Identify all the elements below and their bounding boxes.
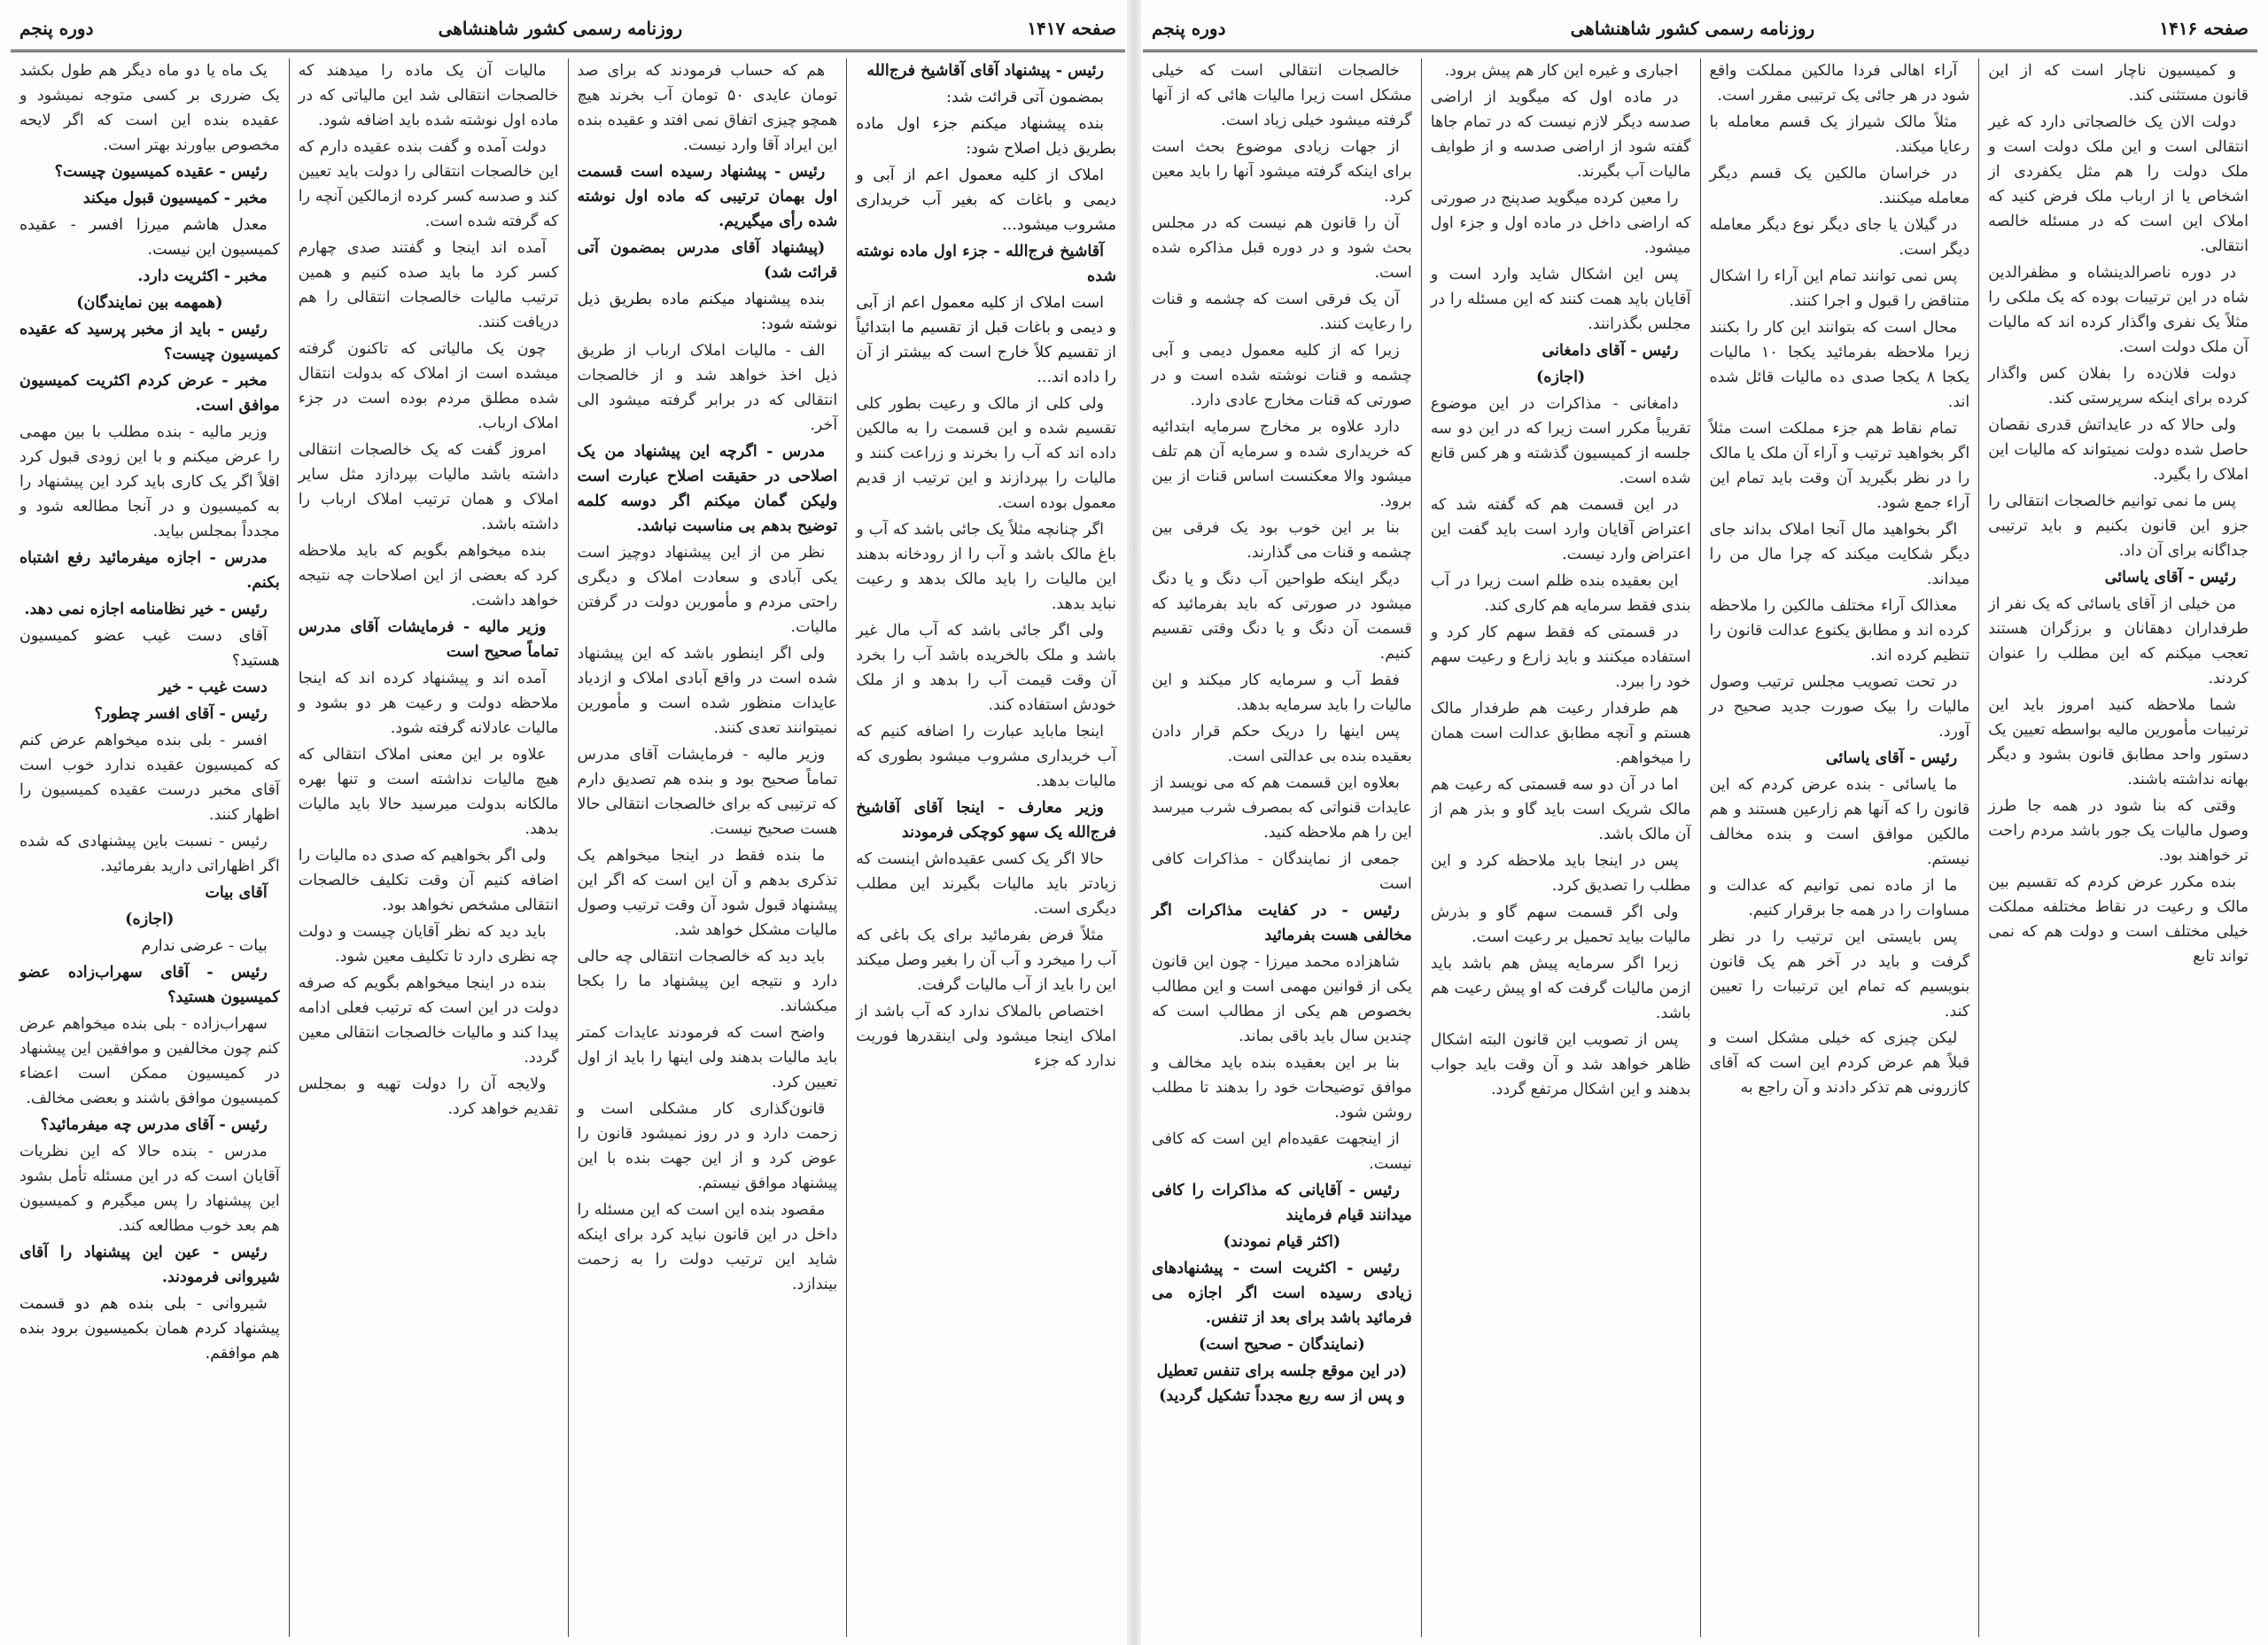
- right-page: [1143, 9, 2257, 1637]
- paragraph: را معین کرده میگوید صدپنج در صورتی که اراضی داخل در ماده اول و جزء اول میشود.: [1430, 190, 1691, 257]
- speaker-line: آقای بیات: [205, 884, 268, 902]
- paragraph: اجباری و غیره این کار هم پیش برود.: [1444, 62, 1679, 80]
- paragraph: اما در آن دو سه قسمتی که رعیت هم مالک شریک است باید گاو و بذر هم از آن مالک باشد.: [1430, 776, 1691, 843]
- paragraph: شما ملاحظه کنید امروز باید این ترتیبات مأمورین مالیه بواسطه تعیین یک دستور واحد مطابق قانون بشود و دیگر بهانه نداشته باشند.: [1988, 696, 2249, 788]
- left-edition: دوره پنجم: [19, 18, 94, 39]
- paragraph: مالیات آن یک ماده را میدهند که خالصجات انتقالی شد این مالیاتی که در ماده اول نوشته شده باید اضافه شود.: [298, 62, 559, 129]
- paragraph: وزیر مالیه - بنده مطلب با بین مهمی را عرض میکنم و با این زودی قبول کرد اقلاً اگر یک کاری باید کرد این پیشنهاد را به کمیسیون و در آنجا مطالعه شود و مجدداً بمجلس بیاید.: [19, 423, 280, 540]
- paragraph: است املاک از کلیه معمول اعم از آبی و دیمی و باغات قبل از تقسیم ما ابتدائیاً از تقسیم کلاً خارج است که بیشتر از آن را داده اند...: [856, 294, 1116, 386]
- paragraph: از جهات زیادی موضوع بحث است برای اینکه گرفته میشود آنها را باید معین کرد.: [1152, 138, 1412, 206]
- paragraph: مثلاً فرض بفرمائید برای یک باغی که آب را میخرد و آب آن را بغیر وصل میکند این را باید از آب مالیات گرفت.: [856, 927, 1116, 994]
- left-page: [11, 9, 1125, 1637]
- speaker-line: وزیر معارف - اینجا آقای آقاشیخ فرج‌الله یک سهو کوچکی فرمودند: [856, 799, 1116, 842]
- paragraph: وزیر مالیه - فرمایشات آقای مدرس تماماً صحیح بود و بنده هم تصدیق دارم که ترتیبی که برای خالصجات انتقالی حالا هست صحیح نیست.: [577, 746, 838, 838]
- paragraph: ولایجه آن را دولت تهیه و بمجلس تقدیم خواهد کرد.: [298, 1075, 559, 1118]
- paragraph: اینجا ماباید عبارت را اضافه کنیم که آب خریداری مشروب میشود بطوری که مالیات بدهد.: [856, 723, 1116, 790]
- right-column-3: [1422, 58, 1701, 1637]
- paragraph: اگر بخواهید مال آنجا املاک بداند جای دیگر شکایت میکند که چرا مال من را میداند.: [1709, 521, 1970, 588]
- paragraph: محال است که بتوانند این کار را بکنند زیرا ملاحظه بفرمائید یکجا ۱۰ مالیات یکجا ۸ یکجا صدی ده مالیات قائل شده اند.: [1709, 319, 1970, 411]
- paragraph: هم که حساب فرمودند که برای صد تومان عایدی ۵۰ تومان آب بخرند هیچ همچو چیزی اتفاق نمی افتد و عقیده بنده این ایراد آقا وارد نیست.: [577, 62, 838, 154]
- paragraph: مقصود بنده این است که این مسئله را داخل در این قانون نباید کرد برای اینکه شاید این ترتیب دولت را به زحمت بیندازد.: [577, 1201, 838, 1293]
- paragraph: در ماده اول که میگوید از اراضی صدسه دیگر لازم نیست که در تمام جاها گفته شود از اراضی صدسه و از طوایف مالیات آب بگیرند.: [1430, 89, 1691, 181]
- paragraph: ولی اگر اینطور باشد که این پیشنهاد شده است در واقع آبادی املاک و ازدیاد عایدات منظور شده است و مأمورین نمیتوانند تعدی کنند.: [577, 645, 838, 737]
- paragraph: مثلاً مالک شیراز یک قسم معامله با رعایا میکند.: [1709, 113, 1970, 156]
- left-columns: [11, 58, 1125, 1637]
- speaker-line: آقاشیخ فرج‌الله - جزء اول ماده نوشته شده: [856, 243, 1116, 285]
- left-gazette-title: روزنامه رسمی کشور شاهنشاهی: [438, 18, 683, 39]
- paragraph: قانون‌گذاری کار مشکلی است و زحمت دارد و در روز نمیشود قانون را عوض کرد و از این جهت بنده با این پیشنهاد موافق نیستم.: [577, 1100, 838, 1192]
- speaker-line: رئیس - در کفایت مذاکرات اگر مخالفی هست بفرمائید: [1152, 902, 1412, 944]
- paragraph: شاهزاده محمد میرزا - چون این قانون یکی از قوانین مهمی است و این مطالب بخصوص هم یکی از مطالب است که چندین سال باید باقی بماند.: [1152, 953, 1412, 1045]
- paragraph: ما بنده فقط در اینجا میخواهم یک تذکری بدهم و آن این است که اگر این پیشنهاد قبول شود آن وقت ترتیب وصول مالیات مشکل خواهد شد.: [577, 847, 838, 939]
- paragraph: دیگر اینکه طواحین آب دنگ و یا دنگ میشود در صورتی که باید بفرمائید که قسمت آن دنگ و یا دنگ وقتی تقسیم کنیم.: [1152, 570, 1412, 663]
- paragraph: پس اینها را دریک حکم قرار دادن بعقیده بنده بی عدالتی است.: [1152, 723, 1412, 765]
- paragraph: پس نمی توانند تمام این آراء را اشکال متناقض را قبول و اجرا کنند.: [1709, 268, 1970, 310]
- left-header-rule: [11, 50, 1125, 52]
- speaker-line: رئیس - آقایانی که مذاکرات را کافی میدانند قیام فرمایند: [1152, 1182, 1412, 1224]
- speaker-line: وزیر مالیه - فرمایشات آقای مدرس تماماً صحیح است: [298, 618, 559, 661]
- paragraph: اختصاص بالملاک ندارد که آب باشد از املاک اینجا میشود ولی اینقدرها فوریت ندارد که جزء: [856, 1003, 1116, 1070]
- paragraph: دولت فلان‌ده را بفلان کس واگذار کرده برای اینکه سرپرستی کند.: [1988, 365, 2249, 407]
- speaker-line: رئیس - آقای یاسائی: [1825, 749, 1958, 767]
- paragraph: هم طرفدار رعیت هم طرفدار مالک هستم و آنچه مطابق عدالت است همان را میخواهم.: [1430, 700, 1691, 767]
- paragraph: نظر من از این پیشنهاد دوچیز است یکی آبادی و سعادت املاک و دیگری راحتی مردم و مأمورین دولت در گرفتن مالیات.: [577, 544, 838, 636]
- paragraph: آمده اند و پیشنهاد کرده اند که اینجا ملاحظه دولت و رعیت هر دو بشود و مالیات عادلانه گرفته شود.: [298, 670, 559, 737]
- speaker-line: مخبر - کمیسیون قبول میکند: [82, 190, 268, 207]
- paragraph: بنده پیشنهاد میکنم جزء اول ماده بطریق ذیل اصلاح شود:: [856, 115, 1116, 158]
- speaker-line: رئیس - آقای افسر چطور؟: [94, 705, 268, 723]
- parenthetical-note: (در این موقع جلسه برای تنفس تعطیل و پس از سه ربع مجدداً تشکیل گردید): [1156, 1362, 1408, 1405]
- paragraph: باید دید که نظر آقایان چیست و دولت چه نظری دارد تا تکلیف معین شود.: [298, 923, 559, 966]
- paragraph: پس ما نمی توانیم خالصجات انتقالی را جزو این قانون بکنیم و باید ترتیبی جداگانه برای آن داد.: [1988, 493, 2249, 560]
- paragraph: زیرا اگر سرمایه پیش هم باشد باید ازمن مالیات گرفت که او پیش رعیت هم باشد.: [1430, 955, 1691, 1022]
- paragraph: آقای دست غیب عضو کمیسیون هستید؟: [19, 627, 280, 670]
- speaker-line: (پیشنهاد آقای مدرس بمضمون آتی قرائت شد): [577, 239, 838, 282]
- speaker-line: مخبر - عرض کردم اکثریت کمیسیون موافق است.: [19, 372, 280, 415]
- paragraph: در تحت تصویب مجلس ترتیب وصول مالیات را بیک صورت جدید صحیح در آورد.: [1709, 673, 1970, 741]
- right-header-rule: [1143, 50, 2257, 52]
- paragraph: واضح است که فرمودند عایدات کمتر باید مالیات بدهند ولی اینها را باید از اول تعیین کرد.: [577, 1024, 838, 1091]
- paragraph: و کمیسیون ناچار است که از این قانون مستثنی کند.: [1988, 62, 2249, 105]
- paragraph: ولی اگر جائی باشد که آب مال غیر باشد و ملک بالخریده باشد آب را بخرد آن وقت قیمت آب را بدهد و از ملک خودش استفاده کند.: [856, 622, 1116, 714]
- paragraph: اگر چنانچه مثلاً یک جائی باشد که آب و باغ مالک باشد و آب را از رودخانه بدهند این مالیات را باید مالک بدهد و رعیت نباید بدهد.: [856, 521, 1116, 613]
- paragraph: آراء اهالی فردا مالکین مملکت واقع شود در هر جائی یک ترتیبی مقرر است.: [1709, 62, 1970, 105]
- paragraph: دولت الان یک خالصجاتی دارد که غیر انتقالی است و این ملک دولت است و ملک دولت را هم مثل یکفردی از اشخاص یا از ارباب ملک فرض کنید که املاک این است که در مسئله خالصه انتقالی.: [1988, 113, 2249, 255]
- paragraph: ولی اگر بخواهیم که صدی ده مالیات را اضافه کنیم آن وقت تکلیف خالصجات انتقالی مشخص نخواهد بود.: [298, 847, 559, 914]
- paragraph: خالصجات انتقالی است که خیلی مشکل است زیرا مالیات هائی که از آنها گرفته میشود خیلی زیاد است.: [1152, 62, 1412, 129]
- paragraph: وقتی که بنا شود در همه جا طرز وصول مالیات یک جور باشد مردم راحت تر خواهند بود.: [1988, 797, 2249, 865]
- paragraph: در خراسان مالکین یک قسم دیگر معامله میکنند.: [1709, 165, 1970, 207]
- paragraph: پس از تصویب این قانون البته اشکال ظاهر خواهد شد و آن وقت باید جواب بدهند و این اشکال مرتفع گردد.: [1430, 1031, 1691, 1098]
- paragraph: تمام نقاط هم جزء مملکت است مثلاً اگر بخواهید ترتیب و آراء آن ملک یا مالک را در نظر بگیرید آن وقت باید تمام این آراء جمع شود.: [1709, 420, 1970, 512]
- paragraph: بنده میخواهم بگویم که باید ملاحظه کرد که بعضی از این اصلاحات چه نتیجه خواهد داشت.: [298, 542, 559, 609]
- paragraph: ولی حالا که در عایداتش قدری نقصان حاصل شده دولت نمیتواند که مالیات این املاک را بگیرد.: [1988, 416, 2249, 484]
- paragraph: ما از ماده نمی توانیم که عدالت و مساوات را در همه جا برقرار کنیم.: [1709, 877, 1970, 919]
- paragraph: آمده اند اینجا و گفتند صدی چهارم کسر کرد ما باید صده کنیم و همین ترتیب مالیات خالصجات انتقالی را هم دریافت کنند.: [298, 239, 559, 331]
- left-column-4: [11, 58, 290, 1637]
- paragraph: پس این اشکال شاید وارد است و آقایان باید همت کنند که این مسئله را در مجلس بگذرانند.: [1430, 266, 1691, 333]
- paragraph: معدل هاشم میرزا افسر - عقیده کمیسیون این نیست.: [19, 216, 280, 259]
- paragraph: علاوه بر این معنی املاک انتقالی که هیچ مالیات نداشته است و تنها بهره مالکانه بدولت میرسید حالا باید مالیات بدهد.: [298, 746, 559, 838]
- paragraph: زیرا که از کلیه معمول دیمی و آبی چشمه و قنات نوشته شده است و در صورتی که قنات مخارج عادی دارد.: [1152, 342, 1412, 409]
- speaker-line: رئیس - پیشنهاد رسیده است قسمت اول بهمان ترتیبی که ماده اول نوشته شده رأی میگیریم.: [577, 163, 838, 230]
- left-column-3: [290, 58, 569, 1637]
- speaker-line: رئیس - اکثریت است - پیشنهادهای زیادی رسیده است اگر اجازه می فرمائید باشد برای بعد از تنفس.: [1152, 1260, 1412, 1327]
- speaker-line: دست غیب - خیر: [159, 679, 268, 696]
- paragraph: فقط آب و سرمایه کار میکند و این مالیات را باید سرمایه بدهد.: [1152, 671, 1412, 714]
- left-page-number: صفحه ۱۴۱۷: [1027, 18, 1116, 39]
- parenthetical-note: (نمایندگان - صحیح است): [1199, 1336, 1365, 1354]
- right-edition: دوره پنجم: [1152, 18, 1226, 39]
- right-page-header: [1143, 9, 2257, 48]
- speaker-line: مخبر - اکثریت دارد.: [137, 268, 268, 285]
- speaker-line: رئیس - خیر نظامنامه اجازه نمی دهد.: [24, 601, 268, 618]
- speaker-line: رئیس - باید از مخبر پرسید که عقیده کمیسیون چیست؟: [19, 321, 280, 363]
- paragraph: آن یک فرقی است که چشمه و قنات را رعایت کنند.: [1152, 291, 1412, 333]
- paragraph: در دوره ناصرالدینشاه و مظفرالدین شاه در این ترتیبات بوده که یک ملکی را مثلاً یک نفری واگذار کرده اند که مالیات آن ملک دولت است.: [1988, 264, 2249, 356]
- paragraph: چون یک مالیاتی که تاکنون گرفته میشده است از املاک که بدولت انتقال شده مطلق مردم بوده است در جزء املاک ارباب.: [298, 340, 559, 432]
- paragraph: یک ماه یا دو ماه دیگر هم طول بکشد یک ضرری بر کسی متوجه نمیشود و عقیده بنده این است که اگر لایحه مخصوص بیاورند بهتر است.: [19, 62, 280, 154]
- paragraph: الف - مالیات املاک ارباب از طریق ذیل اخذ خواهد شد و از خالصجات انتقالی که در برابر گرفته میشود الی آخر.: [577, 342, 838, 434]
- paragraph: در این قسمت هم که گفته شد که اعتراض آقایان وارد است باید گفت این اعتراض وارد نیست.: [1430, 496, 1691, 563]
- paragraph: املاک از کلیه معمول اعم از آبی و دیمی و باغات که بغیر آب خریداری مشروب میشود...: [856, 167, 1116, 234]
- paragraph: دارد علاوه بر مخارج سرمایه ابتدائیه که خریداری شده و سرمایه آن هم تلف میشود والا معکنست اساس قنات از بین برود.: [1152, 418, 1412, 510]
- paragraph: از اینجهت عقیده‌ام این است که کافی نیست.: [1152, 1130, 1412, 1173]
- paragraph: پس در اینجا باید ملاحظه کرد و این مطلب را تصدیق کرد.: [1430, 852, 1691, 895]
- speaker-line: رئیس - آقای دامغانی: [1542, 342, 1679, 360]
- speaker-line: رئیس - آقای مدرس چه میفرمائید؟: [40, 1116, 268, 1134]
- paragraph: در گیلان یا جای دیگر نوع دیگر معامله دیگر است.: [1709, 216, 1970, 259]
- paragraph: افسر - بلی بنده میخواهم عرض کنم که کمیسیون عقیده ندارد خوب است آقای مخبر درست عقیده کمیسیون را اظهار کنند.: [19, 732, 280, 824]
- paragraph: رئیس - نسبت باین پیشنهادی که شده اگر اظهاراتی دارید بفرمائید.: [19, 833, 280, 875]
- paragraph: در قسمتی که فقط سهم کار کرد و استفاده میکنند و باید زارع و رعیت سهم خود را ببرد.: [1430, 624, 1691, 691]
- paragraph: حالا اگر یک کسی عقیده‌اش اینست که زیادتر باید مالیات بگیرند این مطلب دیگری است.: [856, 850, 1116, 918]
- paragraph: بعلاوه این قسمت هم که می نویسد از عایدات قنواتی که بمصرف شرب میرسد این را هم ملاحظه کنید.: [1152, 774, 1412, 842]
- paragraph: بنا بر این بعقیده بنده باید مخالف و موافق توضیحات خود را بدهند تا مطلب روشن شود.: [1152, 1054, 1412, 1121]
- paragraph: بنا بر این خوب بود یک فرقی بین چشمه و قنات می گذارند.: [1152, 519, 1412, 562]
- parenthetical-note: (همهمه بین نمایندگان): [76, 294, 223, 312]
- paragraph: ما یاسائی - بنده عرض کردم که این قانون را که آنها هم زارعین هستند و هم مالکین موافق است و بنده مخالف نیستم.: [1709, 776, 1970, 868]
- speaker-line: رئیس - عین این پیشنهاد را آقای شیروانی فرمودند.: [19, 1244, 280, 1286]
- paragraph: ولی کلی از مالک و رعیت بطور کلی تقسیم شده و این قسمت را به مالکین داده اند که آب را بخرند و زراعت کنند و مالیات را بپردازند و این ترتیب از قدیم معمول بوده است.: [856, 395, 1116, 512]
- paragraph: لیکن چیزی که خیلی مشکل است و قبلاً هم عرض کردم این است که آقای کازرونی هم تذکر دادند و آن راجع به: [1709, 1029, 1970, 1097]
- paragraph: بنده پیشنهاد میکنم ماده بطریق ذیل نوشته شود:: [577, 291, 838, 333]
- paragraph: این بعقیده بنده ظلم است زیرا در آب بندی فقط سرمایه هم کاری کند.: [1430, 572, 1691, 615]
- left-page-header: [11, 9, 1125, 48]
- speaker-line: رئیس - آقای سهراب‌زاده عضو کمیسیون هستید؟: [19, 964, 280, 1006]
- paragraph: من خیلی از آقای یاسائی که یک نفر از طرفداران دهقانان و برزگران هستند تعجب میکنم که این مطلب را عنوان کردند.: [1988, 595, 2249, 687]
- paragraph: مدرس - بنده حالا که این نظریات آقایان است که در این مسئله تأمل بشود این پیشنهاد را پس میگیرم و کمیسیون هم بعد خوب مطالعه کند.: [19, 1143, 280, 1235]
- paragraph: دامغانی - مذاکرات در این موضوع تقریباً مکرر است زیرا که در این دو سه جلسه از کمیسیون گذشته و هر کس قانع شده است.: [1430, 395, 1691, 487]
- right-gazette-title: روزنامه رسمی کشور شاهنشاهی: [1570, 18, 1815, 39]
- paragraph: بیات - عرضی ندارم: [141, 937, 268, 955]
- paragraph: شیروانی - بلی بنده هم دو قسمت پیشنهاد کردم همان بکمیسیون برود بنده هم موافقم.: [19, 1295, 280, 1362]
- speaker-line: رئیس - پیشنهاد آقای آقاشیخ فرج‌الله: [866, 62, 1104, 80]
- paragraph: جمعی از نمایندگان - مذاکرات کافی است: [1152, 850, 1412, 893]
- parenthetical-note: (اجازه): [125, 911, 175, 928]
- paragraph: معذالک آراء مختلف مالکین را ملاحظه کرده اند و مطابق یکنوع عدالت قانون را تنظیم کرده اند.: [1709, 597, 1970, 664]
- right-column-2: [1701, 58, 1980, 1637]
- left-column-1: [847, 58, 1125, 1637]
- speaker-line: رئیس - آقای یاسائی: [2104, 569, 2236, 586]
- right-column-1: [1979, 58, 2257, 1637]
- paragraph: بمضمون آتی قرائت شد:: [946, 89, 1104, 106]
- speaker-line: مدرس - اگرچه این پیشنهاد من یک اصلاحی در حقیقت اصلاح عبارت است ولیکن گمان میکنم اگر دوسه کلمه توضیح بدهم بی مناسبت نباشد.: [577, 443, 838, 535]
- parenthetical-note: (اجازه): [1536, 369, 1586, 386]
- paragraph: باید دید که خالصجات انتقالی چه حالی دارد و نتیجه این پیشنهاد ما را بکجا میکشاند.: [577, 948, 838, 1015]
- right-columns: [1143, 58, 2257, 1637]
- speaker-line: رئیس - عقیده کمیسیون چیست؟: [54, 163, 268, 181]
- paragraph: ولی اگر قسمت سهم گاو و بذرش مالیات بیاید تحمیل بر رعیت است.: [1430, 904, 1691, 946]
- paragraph: دولت آمده و گفت بنده عقیده دارم که این خالصجات انتقالی را دولت باید تعیین کند و صدسه کسر کرده ازمالکین آنچه را که گرفته شده است.: [298, 138, 559, 230]
- right-page-number: صفحه ۱۴۱۶: [2159, 18, 2249, 39]
- right-column-4: [1143, 58, 1422, 1637]
- parenthetical-note: (اکثر قیام نمودند): [1223, 1233, 1341, 1251]
- left-column-2: [569, 58, 848, 1637]
- paragraph: امروز گفت که یک خالصجات انتقالی داشته باشد مالیات بپردازد مثل سایر املاک و همان ترتیب املاک ارباب را داشته باشد.: [298, 441, 559, 533]
- paragraph: بنده مکرر عرض کردم که تقسیم بین مالک و رعیت در نقاط مختلفه مملکت خیلی مختلف است و دولت هم که نمی تواند تابع: [1988, 873, 2249, 966]
- paragraph: پس بایستی این ترتیب را در نظر گرفت و باید در آخر هم یک قانون بنویسیم که تمام این ترتیبات را تعیین کند.: [1709, 928, 1970, 1020]
- paragraph: آن را قانون هم نیست که در مجلس بحث شود و در دوره قبل مذاکره شده است.: [1152, 214, 1412, 282]
- paragraph: سهراب‌زاده - بلی بنده میخواهم عرض کنم چون مخالفین و موافقین این پیشنهاد در کمیسیون ممکن است اعضاء کمیسیون موافق باشند و بعضی مخالف.: [19, 1015, 280, 1107]
- page-gutter: [1127, 0, 1141, 1645]
- paragraph: بنده در اینجا میخواهم بگویم که صرفه دولت در این است که ترتیب فعلی ادامه پیدا کند و مالیات خالصجات انتقالی معین گردد.: [298, 974, 559, 1067]
- speaker-line: مدرس - اجازه میفرمائید رفع اشتباه بکنم.: [19, 549, 280, 592]
